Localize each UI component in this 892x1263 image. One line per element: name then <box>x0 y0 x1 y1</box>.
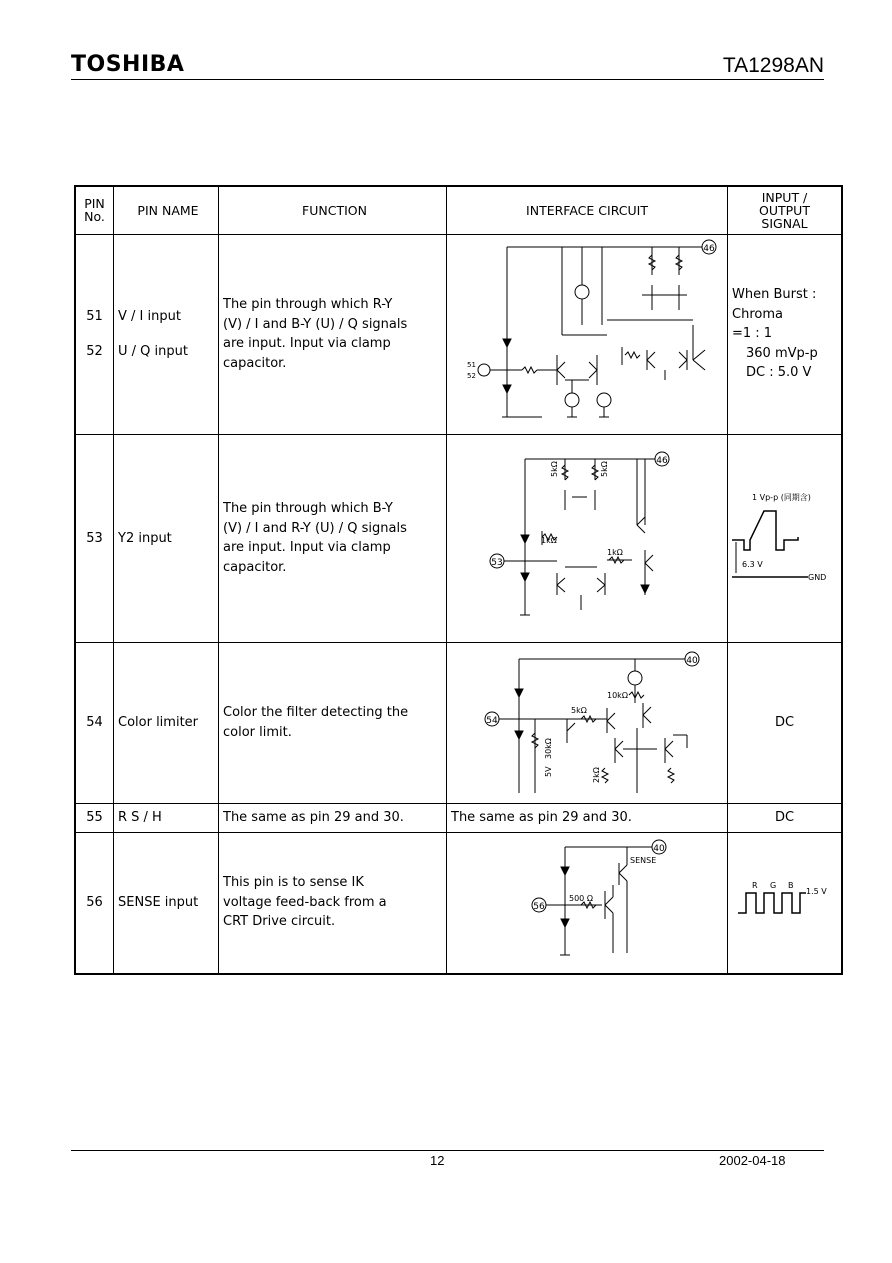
pin-name-cell: SENSE input <box>114 832 219 974</box>
table-row <box>75 642 842 803</box>
interface-circuit-cell: The same as pin 29 and 30. <box>447 803 728 832</box>
svg-text:GND: GND <box>808 572 827 582</box>
footer-date: 2002-04-18 <box>719 1153 786 1168</box>
svg-text:46: 46 <box>703 243 715 254</box>
io-signal-cell <box>728 434 843 642</box>
table-row <box>75 234 842 434</box>
table-row <box>75 803 842 832</box>
svg-text:46: 46 <box>656 455 668 466</box>
function-cell: Color the filter detecting the color limit. <box>219 642 447 803</box>
col-header-no: PIN No. <box>75 186 114 234</box>
svg-text:SENSE: SENSE <box>630 855 657 865</box>
svg-text:1 Vp-p (同期含): 1 Vp-p (同期含) <box>752 492 811 502</box>
pin-number-cell: 56 <box>75 832 114 974</box>
svg-text:R: R <box>752 880 758 890</box>
svg-text:5kΩ: 5kΩ <box>571 705 587 715</box>
signal-waveform <box>728 435 837 638</box>
circuit-diagram <box>447 235 723 430</box>
svg-text:6.3 V: 6.3 V <box>742 559 763 569</box>
pin-name-cell: V / I input U / Q input <box>114 234 219 434</box>
function-cell: This pin is to sense IK voltage feed-back from a CRT Drive circuit. <box>219 832 447 974</box>
page-number: 12 <box>430 1153 445 1168</box>
svg-text:B: B <box>788 880 794 890</box>
interface-circuit-cell <box>447 642 728 803</box>
pin-table <box>74 185 843 975</box>
col-header-circuit: INTERFACE CIRCUIT <box>447 186 728 234</box>
pin-number-cell: 51 52 <box>75 234 114 434</box>
interface-circuit-cell <box>447 234 728 434</box>
table-header-row <box>75 186 842 234</box>
io-signal-cell: When Burst : Chroma =1 : 1 360 mVp-p DC : 5.0 V <box>728 234 843 434</box>
col-header-signal: INPUT / OUTPUT SIGNAL <box>728 186 843 234</box>
footer-rule <box>71 1150 824 1151</box>
table-row <box>75 434 842 642</box>
svg-text:52: 52 <box>467 371 476 380</box>
svg-text:1kΩ: 1kΩ <box>607 547 623 557</box>
pin-name-cell: Color limiter <box>114 642 219 803</box>
svg-text:56: 56 <box>533 901 545 912</box>
svg-text:5kΩ: 5kΩ <box>600 460 609 477</box>
svg-text:54: 54 <box>486 715 498 726</box>
svg-text:40: 40 <box>653 843 665 854</box>
pin-number-cell: 55 <box>75 803 114 832</box>
svg-text:51: 51 <box>467 360 476 369</box>
io-signal-cell: DC <box>728 642 843 803</box>
svg-text:1.5 V: 1.5 V <box>806 886 827 896</box>
pin-number-cell: 53 <box>75 434 114 642</box>
svg-text:1kΩ: 1kΩ <box>541 535 557 545</box>
svg-text:30kΩ: 30kΩ <box>544 737 553 759</box>
io-signal-cell <box>728 832 843 974</box>
interface-circuit-cell <box>447 832 728 974</box>
svg-text:5V: 5V <box>544 765 553 777</box>
circuit-diagram <box>447 643 723 799</box>
svg-text:2kΩ: 2kΩ <box>592 766 601 783</box>
signal-waveform <box>728 833 837 969</box>
svg-text:40: 40 <box>686 655 698 666</box>
pin-name-cell: R S / H <box>114 803 219 832</box>
function-cell: The pin through which B-Y (V) / I and R-Y (U) / Q signals are input. Input via clamp capacitor. <box>219 434 447 642</box>
function-cell: The pin through which R-Y (V) / I and B-Y (U) / Q signals are input. Input via clamp capacitor. <box>219 234 447 434</box>
circuit-diagram <box>447 833 723 969</box>
svg-text:5kΩ: 5kΩ <box>550 460 559 477</box>
svg-text:500 Ω: 500 Ω <box>569 893 593 903</box>
svg-text:10kΩ: 10kΩ <box>607 690 628 700</box>
col-header-name: PIN NAME <box>114 186 219 234</box>
svg-text:G: G <box>770 880 777 890</box>
pin-number-cell: 54 <box>75 642 114 803</box>
table-row <box>75 832 842 974</box>
circuit-diagram <box>447 435 723 638</box>
interface-circuit-cell <box>447 434 728 642</box>
function-cell: The same as pin 29 and 30. <box>219 803 447 832</box>
io-signal-cell: DC <box>728 803 843 832</box>
brand-logo: TOSHIBA <box>71 52 185 77</box>
svg-text:53: 53 <box>491 557 503 568</box>
col-header-function: FUNCTION <box>219 186 447 234</box>
header-rule <box>71 79 824 80</box>
pin-name-cell: Y2 input <box>114 434 219 642</box>
part-number: TA1298AN <box>722 54 824 77</box>
